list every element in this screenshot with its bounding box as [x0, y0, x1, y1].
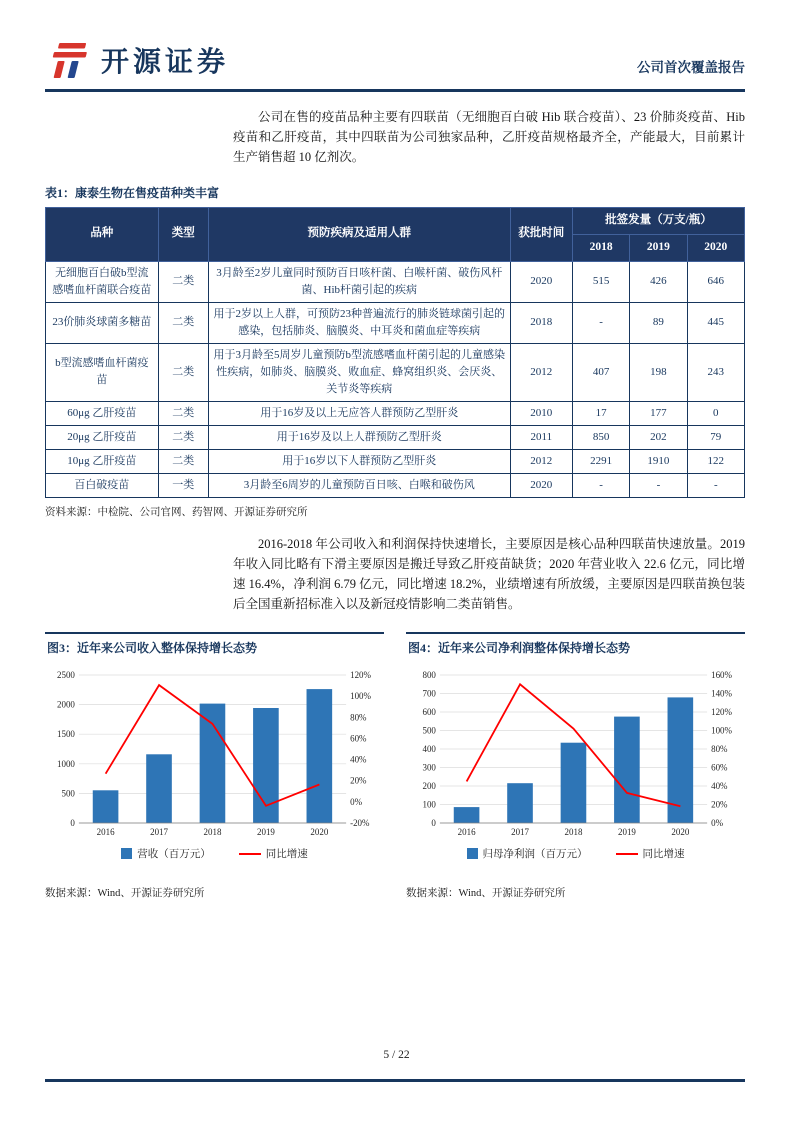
cell-issuance: 407 — [572, 343, 629, 401]
cell-variety: 23价肺炎球菌多糖苗 — [46, 302, 159, 343]
svg-text:40%: 40% — [350, 754, 367, 765]
svg-text:0: 0 — [431, 818, 436, 829]
svg-text:2019: 2019 — [256, 827, 275, 838]
svg-text:100%: 100% — [350, 691, 372, 702]
svg-text:40%: 40% — [711, 781, 728, 792]
cell-type: 二类 — [158, 401, 208, 425]
svg-text:20%: 20% — [350, 775, 367, 786]
cell-type: 二类 — [158, 426, 208, 450]
cell-approved: 2011 — [510, 426, 572, 450]
cell-variety: 60μg 乙肝疫苗 — [46, 401, 159, 425]
column-header: 2019 — [630, 234, 687, 261]
column-header: 获批时间 — [510, 208, 572, 262]
svg-text:2016: 2016 — [457, 827, 476, 838]
page-number: 5 / 22 — [383, 1049, 410, 1061]
cell-issuance: - — [572, 302, 629, 343]
figure-4 — [406, 632, 745, 900]
column-header: 品种 — [46, 208, 159, 262]
svg-text:2500: 2500 — [57, 670, 75, 681]
cell-indication: 用于16岁及以上无应答人群预防乙型肝炎 — [208, 401, 510, 425]
svg-text:500: 500 — [422, 725, 436, 736]
figure-4-legend — [406, 846, 745, 861]
cell-indication: 用于2岁以上人群，可预防23种普遍流行的肺炎链球菌引起的感染，包括肺炎、脑膜炎、中耳炎和菌血症等疾病 — [208, 302, 510, 343]
column-header: 2020 — [687, 234, 744, 261]
cell-type: 二类 — [158, 450, 208, 474]
svg-text:100: 100 — [422, 799, 436, 810]
header-divider — [45, 89, 745, 92]
svg-text:0%: 0% — [711, 818, 724, 829]
table-row — [46, 261, 745, 302]
cell-issuance: - — [630, 474, 687, 498]
figure-4-source: 数据来源：Wind、开源证券研究所 — [406, 888, 566, 900]
svg-text:400: 400 — [422, 744, 436, 755]
legend-bar-swatch-icon — [121, 848, 132, 859]
revenue-chart — [45, 665, 384, 843]
table-row — [46, 401, 745, 425]
svg-text:2016: 2016 — [96, 827, 115, 838]
column-header: 预防疾病及适用人群 — [208, 208, 510, 262]
table-row — [46, 426, 745, 450]
svg-text:1500: 1500 — [57, 729, 75, 740]
cell-issuance: 1910 — [630, 450, 687, 474]
cell-issuance: 850 — [572, 426, 629, 450]
intro-paragraph: 公司在售的疫苗品种主要有四联苗（无细胞百白破 Hib 联合疫苗）、23 价肺炎疫苗、Hib 疫苗和乙肝疫苗，其中四联苗为公司独家品种，乙肝疫苗规格最齐全，产能最大，目前累计生产销售超 10 亿剂次。 — [233, 110, 745, 164]
table-row — [46, 450, 745, 474]
svg-text:160%: 160% — [711, 670, 733, 681]
svg-text:2018: 2018 — [203, 827, 222, 838]
svg-text:200: 200 — [422, 781, 436, 792]
analysis-paragraph: 2016-2018 年公司收入和利润保持快速增长，主要原因是核心品种四联苗快速放量。2019 年收入同比略有下滑主要原因是搬迁导致乙肝疫苗缺货；2020 年营业收入 22.6 亿元，同比增速 16.4%，净利润 6.79 亿元，同比增速 18.2%，业绩增速有所放缓，主要原因是四联苗换包装后全国重新招标准入以及新冠疫情影响二类苗销售。 — [233, 537, 745, 612]
cell-approved: 2020 — [510, 261, 572, 302]
svg-text:120%: 120% — [711, 707, 733, 718]
charts-row — [45, 632, 745, 900]
svg-text:1000: 1000 — [57, 758, 75, 769]
brand-logo-icon — [45, 40, 91, 80]
cell-issuance: - — [572, 474, 629, 498]
legend-line-swatch-icon — [616, 853, 638, 855]
cell-issuance: 646 — [687, 261, 744, 302]
cell-issuance: 445 — [687, 302, 744, 343]
legend-label: 同比增速 — [642, 849, 685, 861]
cell-issuance: 426 — [630, 261, 687, 302]
svg-text:120%: 120% — [350, 670, 372, 681]
cell-type: 二类 — [158, 261, 208, 302]
svg-text:2019: 2019 — [617, 827, 636, 838]
cell-issuance: 17 — [572, 401, 629, 425]
legend-item — [239, 846, 308, 861]
page-header — [45, 22, 745, 80]
vaccine-table — [45, 207, 745, 498]
header-row — [46, 208, 745, 235]
svg-text:500: 500 — [61, 788, 75, 799]
cell-indication: 用于16岁及以上人群预防乙型肝炎 — [208, 426, 510, 450]
cell-issuance: 243 — [687, 343, 744, 401]
cell-indication: 用于3月龄至5周岁儿童预防b型流感嗜血杆菌引起的儿童感染性疾病，如肺炎、脑膜炎、败血症、蜂窝组织炎、会厌炎、关节炎等疾病 — [208, 343, 510, 401]
table-row — [46, 302, 745, 343]
cell-indication: 3月龄至6周岁的儿童预防百日咳、白喉和破伤风 — [208, 474, 510, 498]
brand — [45, 40, 229, 80]
brand-name: 开源证券 — [101, 46, 230, 77]
cell-indication: 用于16岁以下人群预防乙型肝炎 — [208, 450, 510, 474]
footer-divider — [45, 1079, 745, 1082]
svg-text:0%: 0% — [350, 797, 363, 808]
svg-text:800: 800 — [422, 670, 436, 681]
table-row — [46, 343, 745, 401]
figure-3 — [45, 632, 384, 900]
cell-issuance: 198 — [630, 343, 687, 401]
table-row — [46, 474, 745, 498]
cell-issuance: - — [687, 474, 744, 498]
figure-3-source: 数据来源：Wind、开源证券研究所 — [45, 888, 205, 900]
cell-issuance: 89 — [630, 302, 687, 343]
column-header: 批签发量（万支/瓶） — [572, 208, 744, 235]
column-header: 类型 — [158, 208, 208, 262]
svg-text:100%: 100% — [711, 725, 733, 736]
cell-approved: 2010 — [510, 401, 572, 425]
figure-3-legend — [45, 846, 384, 861]
svg-text:80%: 80% — [350, 712, 367, 723]
cell-approved: 2018 — [510, 302, 572, 343]
figure-3-title: 图3：近年来公司收入整体保持增长态势 — [45, 632, 384, 665]
svg-text:60%: 60% — [350, 733, 367, 744]
svg-text:-20%: -20% — [350, 818, 370, 829]
cell-indication: 3月龄至2岁儿童同时预防百日咳杆菌、白喉杆菌、破伤风杆菌、Hib杆菌引起的疾病 — [208, 261, 510, 302]
cell-type: 二类 — [158, 302, 208, 343]
legend-line-swatch-icon — [239, 853, 261, 855]
svg-text:300: 300 — [422, 762, 436, 773]
cell-issuance: 202 — [630, 426, 687, 450]
legend-item — [467, 846, 588, 861]
cell-approved: 2020 — [510, 474, 572, 498]
svg-text:0: 0 — [70, 818, 75, 829]
svg-text:700: 700 — [422, 688, 436, 699]
cell-variety: 百白破疫苗 — [46, 474, 159, 498]
figure-4-title: 图4：近年来公司净利润整体保持增长态势 — [406, 632, 745, 665]
svg-text:2020: 2020 — [310, 827, 329, 838]
net-profit-chart — [406, 665, 745, 843]
svg-text:600: 600 — [422, 707, 436, 718]
cell-issuance: 515 — [572, 261, 629, 302]
table-title: 表1：康泰生物在售疫苗种类丰富 — [45, 186, 220, 200]
svg-text:140%: 140% — [711, 688, 733, 699]
cell-variety: b型流感嗜血杆菌疫苗 — [46, 343, 159, 401]
svg-text:2000: 2000 — [57, 699, 75, 710]
svg-text:20%: 20% — [711, 799, 728, 810]
cell-issuance: 79 — [687, 426, 744, 450]
cell-type: 二类 — [158, 343, 208, 401]
svg-text:2017: 2017 — [511, 827, 530, 838]
legend-item — [121, 846, 211, 861]
table-body — [46, 261, 745, 498]
table-source: 资料来源：中检院、公司官网、药智网、开源证券研究所 — [45, 507, 308, 519]
cell-issuance: 177 — [630, 401, 687, 425]
legend-label: 归母净利润（百万元） — [482, 849, 588, 861]
legend-label: 营收（百万元） — [137, 849, 211, 861]
legend-label: 同比增速 — [265, 849, 308, 861]
report-type-label: 公司首次覆盖报告 — [637, 60, 745, 75]
cell-approved: 2012 — [510, 343, 572, 401]
legend-item — [616, 846, 685, 861]
cell-issuance: 122 — [687, 450, 744, 474]
cell-approved: 2012 — [510, 450, 572, 474]
svg-text:80%: 80% — [711, 744, 728, 755]
svg-text:2018: 2018 — [564, 827, 583, 838]
cell-variety: 10μg 乙肝疫苗 — [46, 450, 159, 474]
svg-text:60%: 60% — [711, 762, 728, 773]
cell-variety: 20μg 乙肝疫苗 — [46, 426, 159, 450]
cell-type: 一类 — [158, 474, 208, 498]
column-header: 2018 — [572, 234, 629, 261]
svg-text:2017: 2017 — [150, 827, 169, 838]
table-head — [46, 208, 745, 262]
svg-text:2020: 2020 — [671, 827, 690, 838]
cell-variety: 无细胞百白破b型流感嗜血杆菌联合疫苗 — [46, 261, 159, 302]
cell-issuance: 2291 — [572, 450, 629, 474]
legend-bar-swatch-icon — [467, 848, 478, 859]
cell-issuance: 0 — [687, 401, 744, 425]
